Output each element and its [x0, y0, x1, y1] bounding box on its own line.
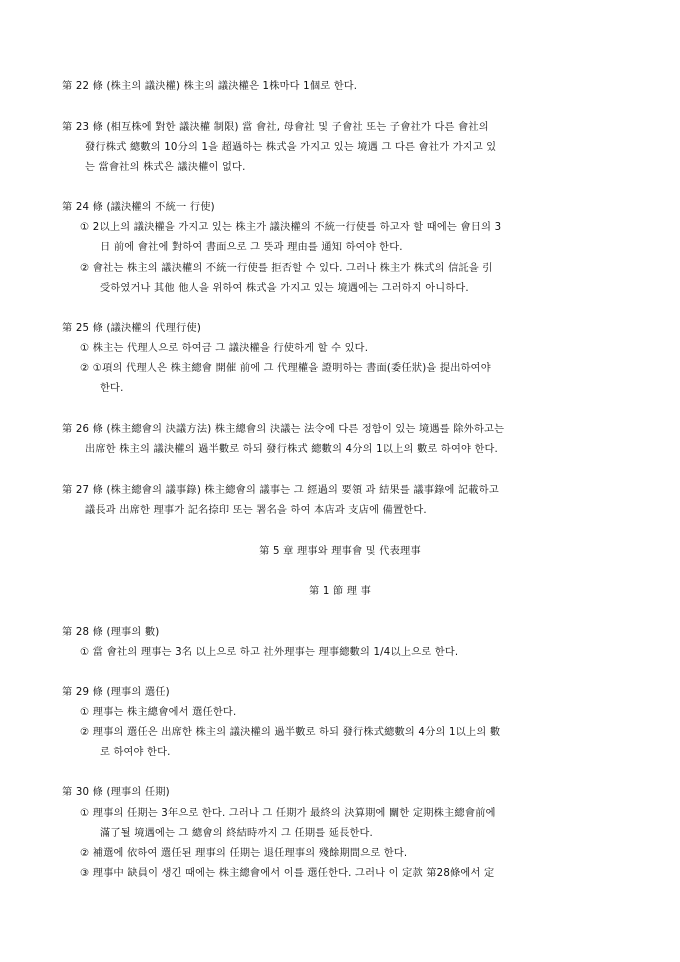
article-28-item-1: ① 當 會社의 理事는 3名 以上으로 하고 社外理事는 理事總數의 1/4以上으로 한다. [80, 647, 459, 658]
article-25-item-2-line-2: 한다. [100, 383, 124, 394]
article-24-item-2-line-1: ② 會社는 株主의 議決權의 不統一行使를 拒否할 수 있다. 그러나 株主가 株式의 信託을 引 [80, 263, 493, 274]
article-25-item-2-line-1: ② ①項의 代理人은 株主總會 開催 前에 그 代理權을 證明하는 書面(委任狀)을 提出하여야 [80, 363, 491, 374]
article-29-item-1: ① 理事는 株主總會에서 選任한다. [80, 707, 237, 718]
article-27-line-2: 議長과 出席한 理事가 記名捺印 또는 署名을 하여 本店과 支店에 備置한다. [85, 505, 427, 516]
article-22: 第 22 條 (株主의 議決權) 株主의 議決權은 1株마다 1個로 한다. [62, 81, 358, 92]
article-25-item-1: ① 株主는 代理人으로 하여금 그 議決權을 行使하게 할 수 있다. [80, 343, 369, 354]
article-30-item-1-line-2: 滿了될 境遇에는 그 總會의 終結時까지 그 任期를 延長한다. [100, 828, 373, 839]
article-26-line-1: 第 26 條 (株主總會의 決議方法) 株主總會의 決議는 法令에 다른 정함이 있는 境遇를 除外하고는 [62, 424, 505, 435]
article-26-line-2: 出席한 株主의 議決權의 過半數로 하되 發行株式 總數의 4分의 1以上의 數로 하여야 한다. [85, 444, 498, 455]
article-24-item-1-line-2: 日 前에 會社에 對하여 書面으로 그 뜻과 理由를 通知 하여야 한다. [100, 242, 403, 253]
article-23-line-2: 發行株式 總數의 10分의 1을 超過하는 株式을 가지고 있는 境遇 그 다른 會社가 가지고 있 [85, 142, 497, 153]
article-30-heading: 第 30 條 (理事의 任期) [62, 787, 170, 798]
article-29-item-2-line-1: ② 理事의 選任은 出席한 株主의 議決權의 過半數로 하되 發行株式總數의 4分의 1以上의 數 [80, 727, 501, 738]
article-24-item-1-line-1: ① 2以上의 議決權을 가지고 있는 株主가 議決權의 不統一行使를 하고자 할 때에는 會日의 3 [80, 222, 502, 233]
article-23-line-3: 는 當會社의 株式은 議決權이 없다. [85, 162, 246, 173]
article-27-line-1: 第 27 條 (株主總會의 議事錄) 株主總會의 議事는 그 經過의 要領 과 結果를 議事錄에 記載하고 [62, 485, 499, 496]
article-29-heading: 第 29 條 (理事의 選任) [62, 687, 170, 698]
article-28-heading: 第 28 條 (理事의 數) [62, 627, 160, 638]
section-1-title: 第 1 節 理 事 [309, 586, 371, 597]
article-30-item-3-line-1: ③ 理事中 缺員이 생긴 때에는 株主總會에서 이를 選任한다. 그러나 이 定款 第28條에서 定 [80, 868, 495, 879]
article-25-heading: 第 25 條 (議決權의 代理行使) [62, 323, 201, 334]
article-23-line-1: 第 23 條 (相互株에 對한 議決權 制限) 當 會社, 母會社 및 子會社 또는 子會社가 다른 會社의 [62, 122, 489, 133]
article-24-heading: 第 24 條 (議決權의 不統一 行使) [62, 202, 215, 213]
article-30-item-1-line-1: ① 理事의 任期는 3年으로 한다. 그러나 그 任期가 最終의 決算期에 關한 定期株主總會前에 [80, 808, 496, 819]
chapter-5-title: 第 5 章 理事와 理事會 및 代表理事 [259, 546, 421, 557]
article-30-item-2: ② 補選에 依하여 選任된 理事의 任期는 退任理事의 殘餘期間으로 한다. [80, 848, 408, 859]
article-24-item-2-line-2: 受하였거나 其他 他人을 위하여 株式을 가지고 있는 境遇에는 그러하지 아니하다. [100, 283, 469, 294]
article-29-item-2-line-2: 로 하여야 한다. [100, 747, 171, 758]
